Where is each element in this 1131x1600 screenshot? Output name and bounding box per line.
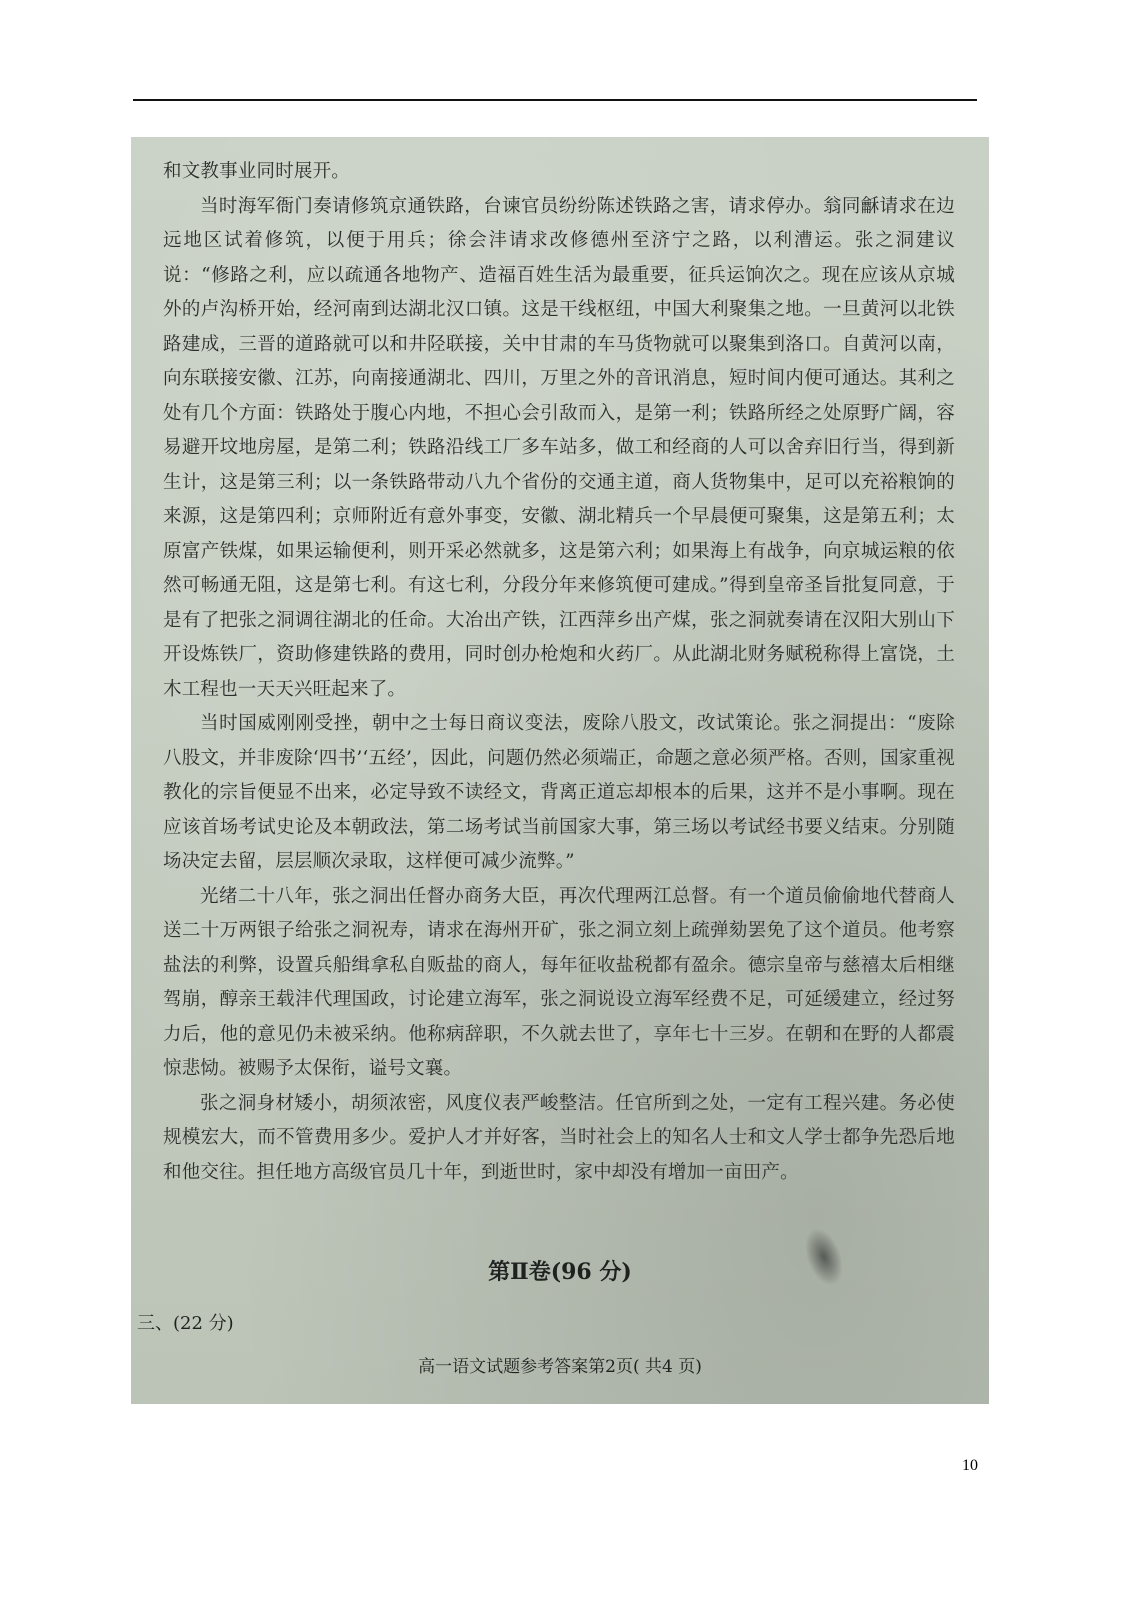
header-rule [133,99,977,101]
paragraph-railway: 当时海军衙门奏请修筑京通铁路，台谏官员纷纷陈述铁路之害，请求停办。翁同龢请求在边远地区试着修筑，以便于用兵；徐会沣请求改修德州至济宁之路，以利漕运。张之洞建议说：“修路之利，应以疏通各地物产、造福百姓生活为最重要，征兵运饷次之。现在应该从京城外的卢沟桥开始，经河南到达湖北汉口镇。这是干线枢纽，中国大利聚集之地。一旦黄河以北铁路建成，三晋的道路就可以和井陉联接，关中甘肃的车马货物就可以聚集到洛口。自黄河以南，向东联接安徽、江苏，向南接通湖北、四川，万里之外的音讯消息，短时间内便可通达。其利之处有几个方面：铁路处于腹心内地，不担心会引敌而入，是第一利；铁路所经之处原野广阔，容易避开坟地房屋，是第二利；铁路沿线工厂多车站多，做工和经商的人可以舍弃旧行当，得到新生计，这是第三利；以一条铁路带动八九个省份的交通主道，商人货物集中，足可以充裕粮饷的来源，这是第四利；京师附近有意外事变，安徽、湖北精兵一个早晨便可聚集，这是第五利；太原富产铁煤，如果运输便利，则开采必然就多，这是第六利；如果海上有战争，向京城运粮的依然可畅通无阻，这是第七利。有这七利，分段分年来修筑便可建成。”得到皇帝圣旨批复同意，于是有了把张之洞调往湖北的任命。大冶出产铁，江西萍乡出产煤，张之洞就奏请在汉阳大别山下开设炼铁厂，资助修建铁路的费用，同时创办枪炮和火药厂。从此湖北财务赋税称得上富饶，土木工程也一天天兴旺起来了。 [163,195,955,700]
sheet-footer: 高一语文试题参考答案第2页( 共4 页) [418,1357,702,1377]
translation-text-block [163,155,955,1190]
paragraph-continuation: 和文教事业同时展开。 [163,161,351,182]
section-heading: 第Ⅱ卷(96 分) [488,1259,632,1285]
page-number: 10 [962,1457,978,1474]
paragraph-exam-reform: 当时国威刚刚受挫，朝中之士每日商议变法，废除八股文，改试策论。张之洞提出：“废除八股文，并非废除‘四书’‘五经’，因此，问题仍然必须端正，命题之意必须严格。否则，国家重视教化的宗旨便显不出来，必定导致不读经文，背离正道忘却根本的后果，这并不是小事啊。现在应该首场考试史论及本朝政法，第二场考试当前国家大事，第三场以考试经书要义结束。分别随场决定去留，层层顺次录取，这样便可减少流弊。” [163,713,955,872]
question-label: 三、(22 分) [137,1313,234,1334]
scanned-answer-sheet-photo [131,137,989,1404]
paragraph-guangxu: 光绪二十八年，张之洞出任督办商务大臣，再次代理两江总督。有一个道员偷偷地代替商人送二十万两银子给张之洞祝寿，请求在海州开矿，张之洞立刻上疏弹劾罢免了这个道员。他考察盐法的利弊，设置兵船缉拿私自贩盐的商人，每年征收盐税都有盈余。德宗皇帝与慈禧太后相继驾崩，醇亲王载沣代理国政，讨论建立海军，张之洞说设立海军经费不足，可延缓建立，经过努力后，他的意见仍未被采纳。他称病辞职，不久就去世了，享年七十三岁。在朝和在野的人都震惊悲恸。被赐予太保衔，谥号文襄。 [163,885,955,1079]
paragraph-character: 张之洞身材矮小，胡须浓密，风度仪表严峻整洁。任官所到之处，一定有工程兴建。务必使规模宏大，而不管费用多少。爱护人才并好客，当时社会上的知名人士和文人学士都争先恐后地和他交往。担任地方高级官员几十年，到逝世时，家中却没有增加一亩田产。 [163,1092,955,1183]
